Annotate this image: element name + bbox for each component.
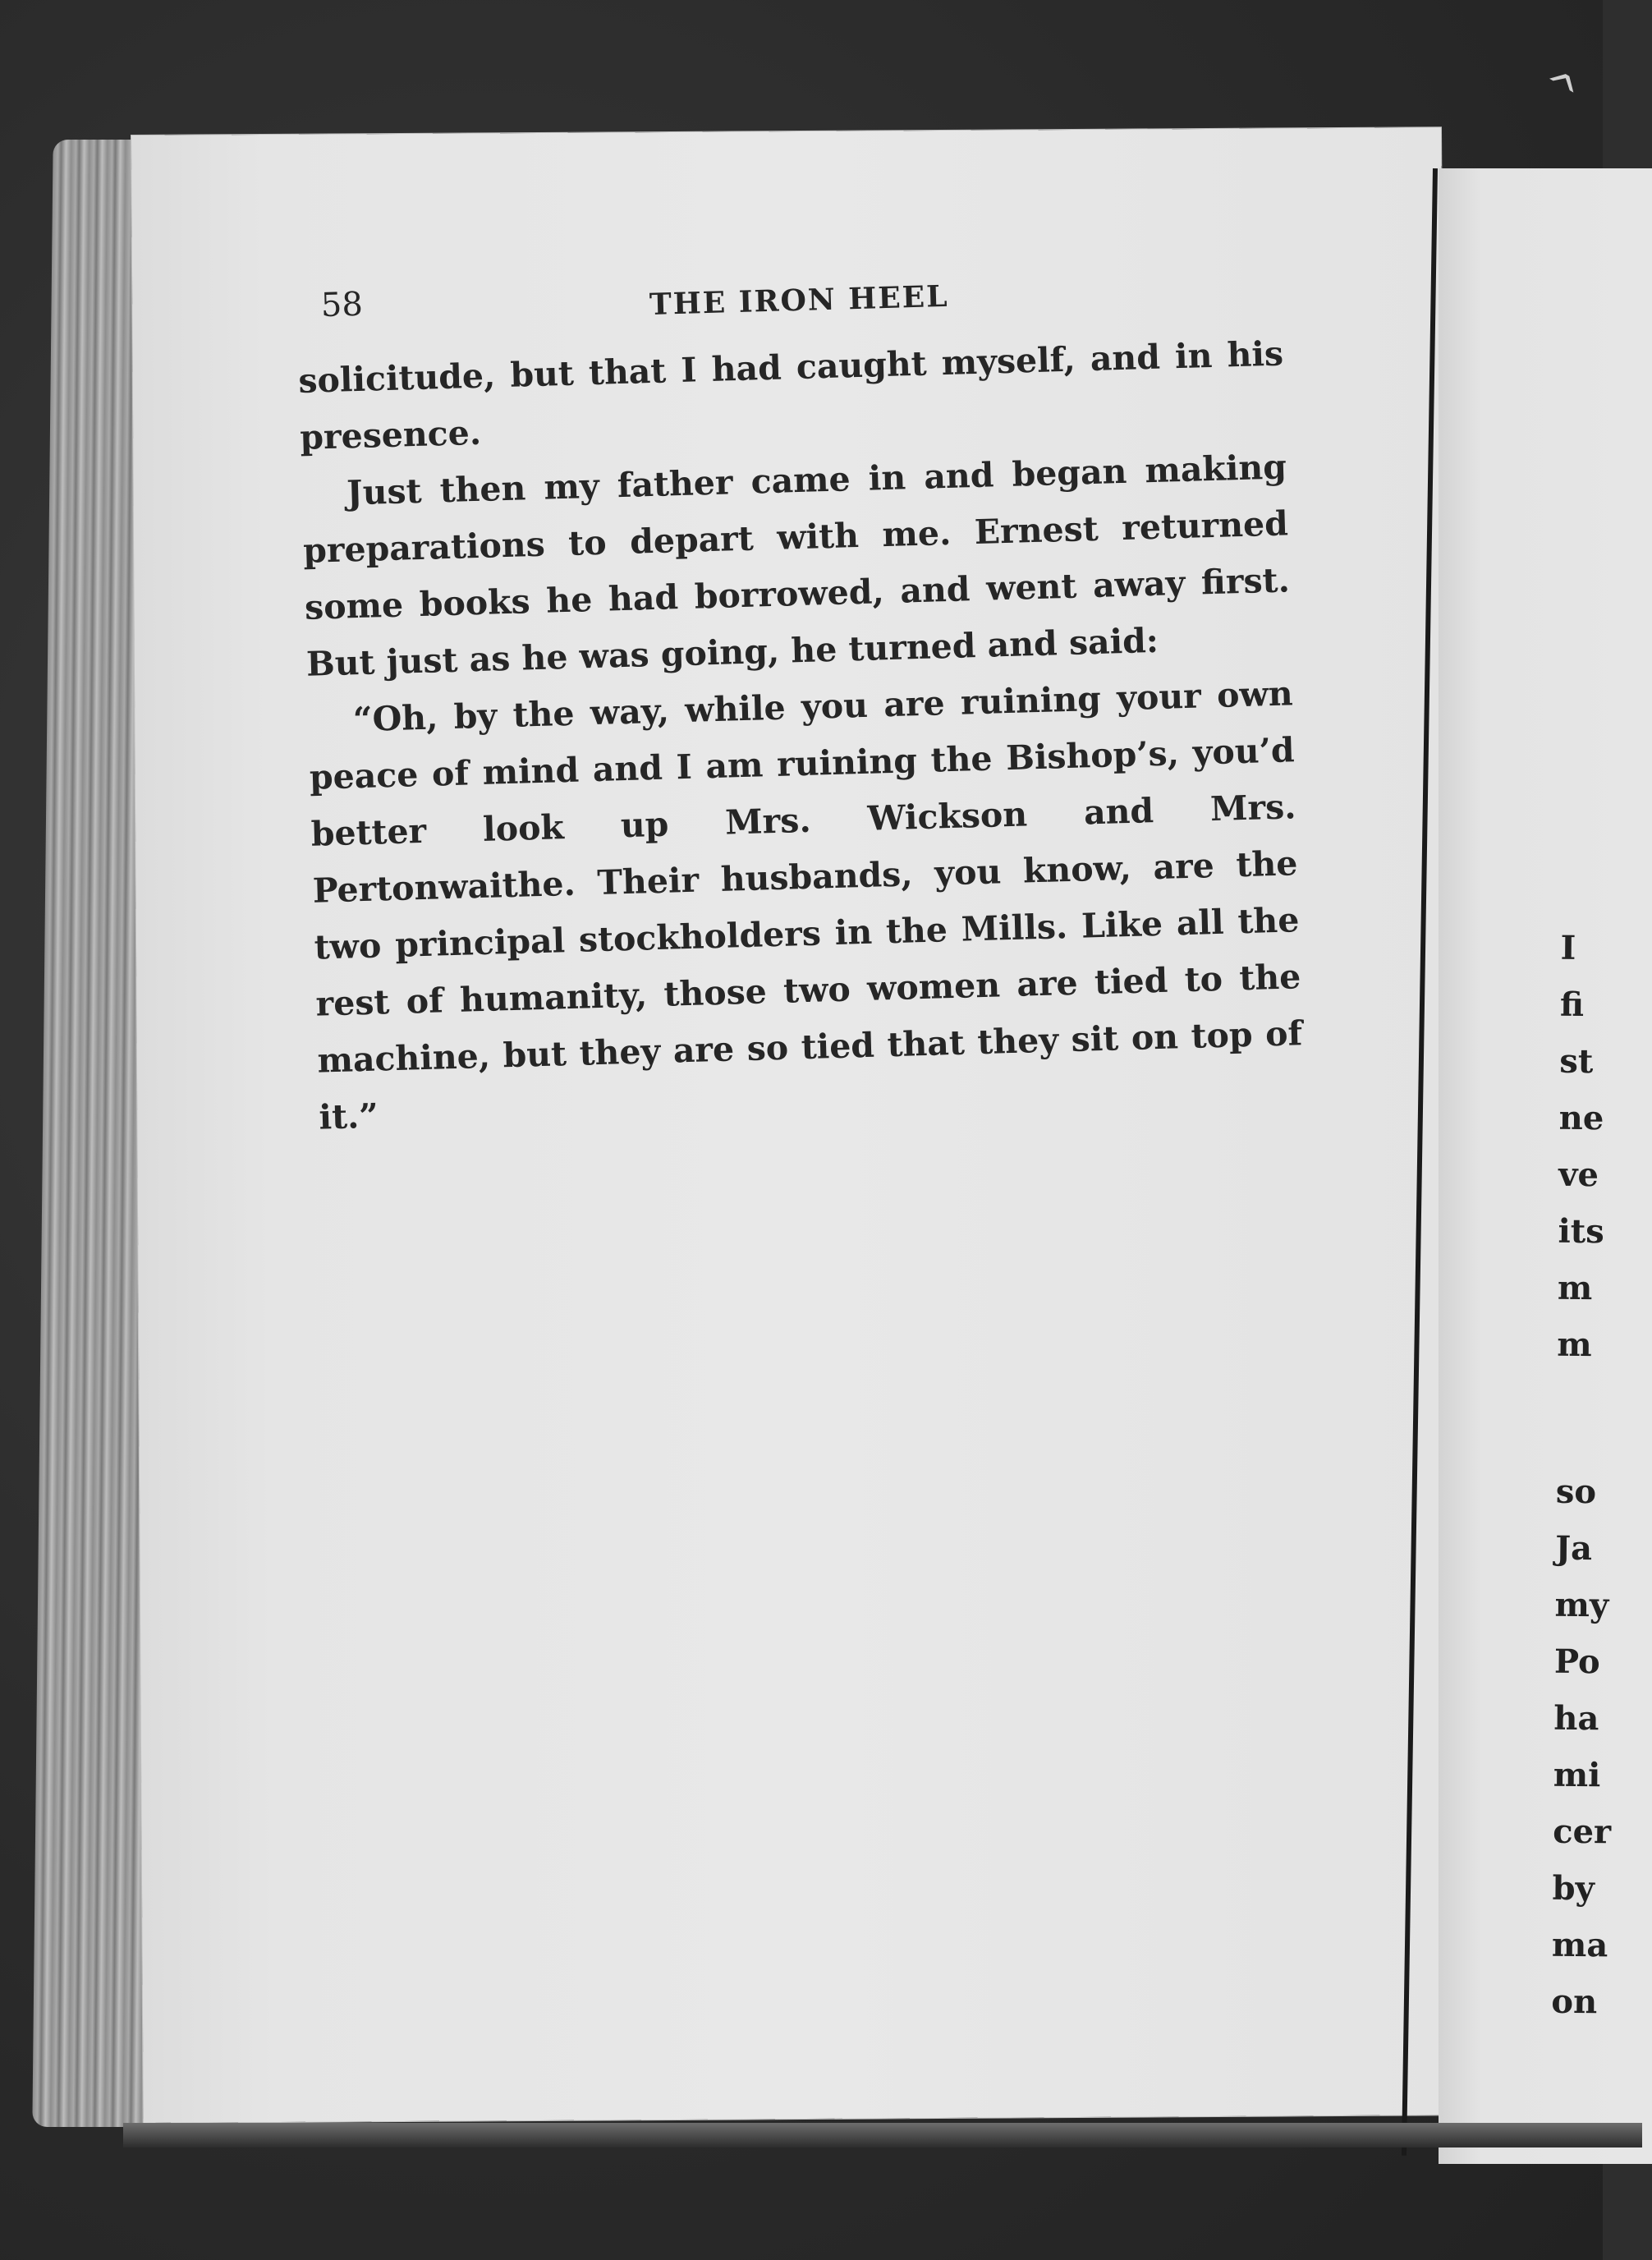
facing-line: mi bbox=[1553, 1755, 1601, 1795]
facing-line: ma bbox=[1551, 1925, 1608, 1965]
facing-line: I bbox=[1560, 928, 1576, 967]
facing-line: ve bbox=[1558, 1155, 1599, 1195]
facing-line: st bbox=[1559, 1041, 1594, 1082]
page-text-block bbox=[296, 251, 1305, 1146]
book-title: THE IRON HEEL bbox=[649, 278, 950, 322]
facing-line: cer bbox=[1553, 1812, 1612, 1852]
facing-line: its bbox=[1558, 1211, 1604, 1252]
facing-line: Ja bbox=[1555, 1528, 1593, 1569]
facing-line: so bbox=[1555, 1472, 1597, 1512]
paragraph-father-arrives: Just then my father came in and began making preparations to depart with me. Ernest returned some books he had borrowed, and went away first. But just as he was going, he turned and said: bbox=[302, 447, 1291, 684]
right-page bbox=[1439, 168, 1652, 2164]
facing-line: fi bbox=[1559, 985, 1585, 1025]
facing-gap bbox=[1556, 1373, 1606, 1464]
page-number: 58 bbox=[320, 285, 364, 325]
facing-line: m bbox=[1557, 1325, 1592, 1365]
facing-line: m bbox=[1557, 1268, 1593, 1308]
facing-line: by bbox=[1552, 1868, 1595, 1909]
corner-fold-mark: ^ bbox=[1530, 57, 1588, 122]
paragraph-continuation: solicitude, but that I had caught myself, and in his presence. bbox=[297, 333, 1284, 457]
facing-page-text bbox=[1551, 920, 1610, 2030]
facing-line: on bbox=[1551, 1982, 1598, 2022]
facing-line: my bbox=[1554, 1585, 1609, 1625]
book-bottom-edge bbox=[123, 2123, 1642, 2147]
facing-line: Po bbox=[1553, 1642, 1600, 1682]
facing-line: ne bbox=[1558, 1098, 1604, 1138]
facing-line: ha bbox=[1553, 1698, 1599, 1739]
paragraph-ernest-quote: “Oh, by the way, while you are ruining your own peace of mind and I am ruining the Bishop’s, you’d better look up Mrs. Wickson and Mrs. Pertonwaithe. Their husbands, you know, are the two principal stockholders in the Mills. Like all the rest of humanity, those two women are tied to the machine, but they are so tied that they sit on top of it.” bbox=[309, 673, 1303, 1137]
